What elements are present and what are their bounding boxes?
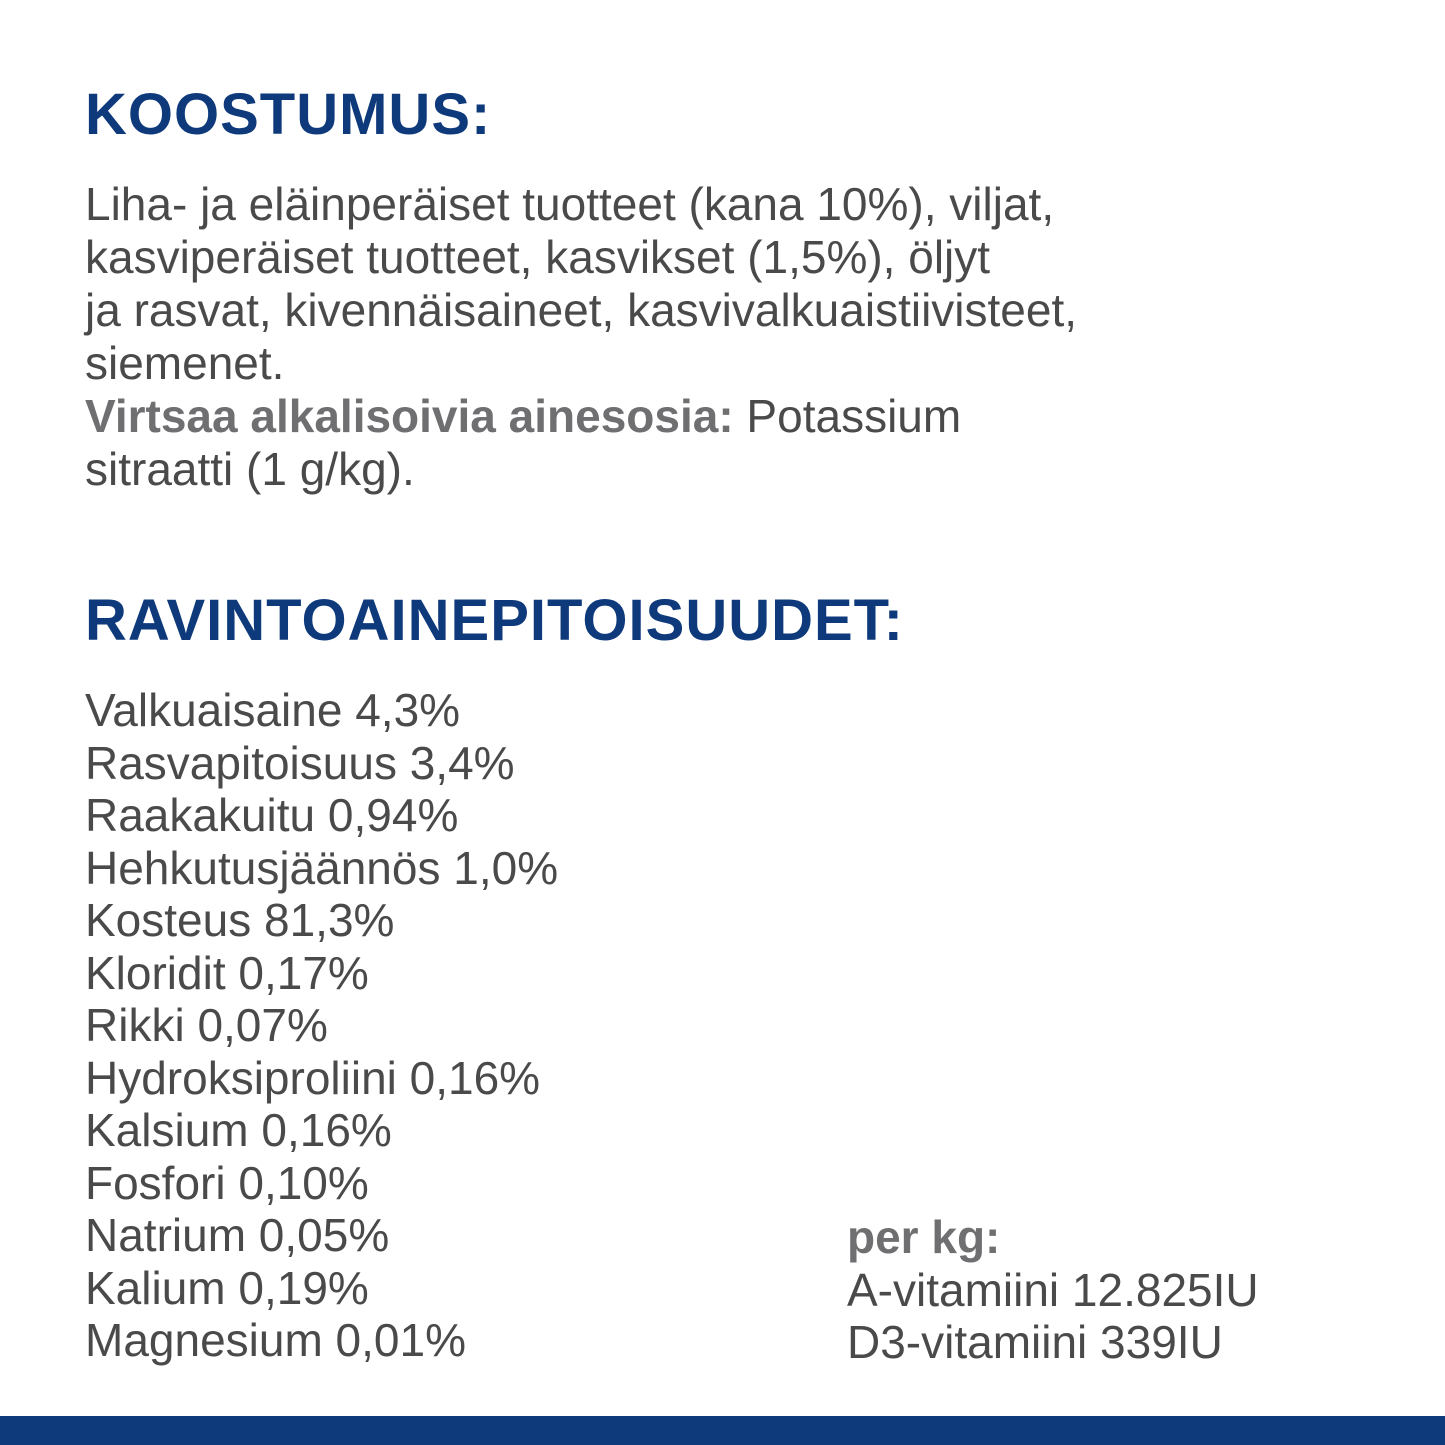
per-kg-block (847, 1211, 1259, 1369)
nutrient-item: Raakakuitu 0,94% (85, 789, 459, 841)
nutrient-item: Fosfori 0,10% (85, 1156, 369, 1209)
ingredients-paragraph (85, 178, 1345, 390)
additives-value: Potassium (733, 390, 962, 442)
additives-label: Virtsaa alkalisoivia ainesosia: (85, 390, 734, 442)
additives-line: sitraatti (1 g/kg). (85, 443, 415, 495)
nutrient-list (85, 684, 558, 1367)
nutrient-item: Kalsium 0,16% (85, 1104, 392, 1156)
nutrient-item: Kloridit 0,17% (85, 946, 369, 999)
ingredients-line: Liha- ja eläinperäiset tuotteet (kana 10%), viljat, (85, 178, 1055, 230)
nutrient-item: Valkuaisaine 4,3% (85, 684, 461, 736)
nutrient-item: Hehkutusjäännös 1,0% (85, 841, 559, 894)
nutrient-item: Magnesium 0,01% (85, 1314, 466, 1366)
bottom-brand-bar (0, 1416, 1445, 1445)
ingredients-line: ja rasvat, kivennäisaineet, kasvivalkuaistiivisteet, (85, 284, 1078, 336)
nutrient-item: Hydroksiproliini 0,16% (85, 1051, 541, 1104)
nutrient-item: Kalium 0,19% (85, 1261, 369, 1314)
ingredients-line: kasviperäiset tuotteet, kasvikset (1,5%), öljyt (85, 231, 991, 283)
nutrients-heading: RAVINTOAINEPITOISUUDET: (85, 588, 904, 653)
composition-heading: KOOSTUMUS: (85, 82, 492, 147)
additives-paragraph (85, 390, 1345, 496)
per-kg-title: per kg: (847, 1211, 1001, 1263)
nutrient-item: Natrium 0,05% (85, 1209, 390, 1261)
composition-text (85, 178, 1345, 496)
vitamin-item: D3-vitamiini 339IU (847, 1316, 1223, 1368)
vitamin-item: A-vitamiini 12.825IU (847, 1263, 1259, 1316)
additives-line (85, 390, 1345, 443)
nutrient-item: Rasvapitoisuus 3,4% (85, 736, 515, 789)
nutrient-item: Rikki 0,07% (85, 999, 328, 1051)
ingredients-line: siemenet. (85, 337, 285, 389)
nutrient-item: Kosteus 81,3% (85, 894, 395, 946)
